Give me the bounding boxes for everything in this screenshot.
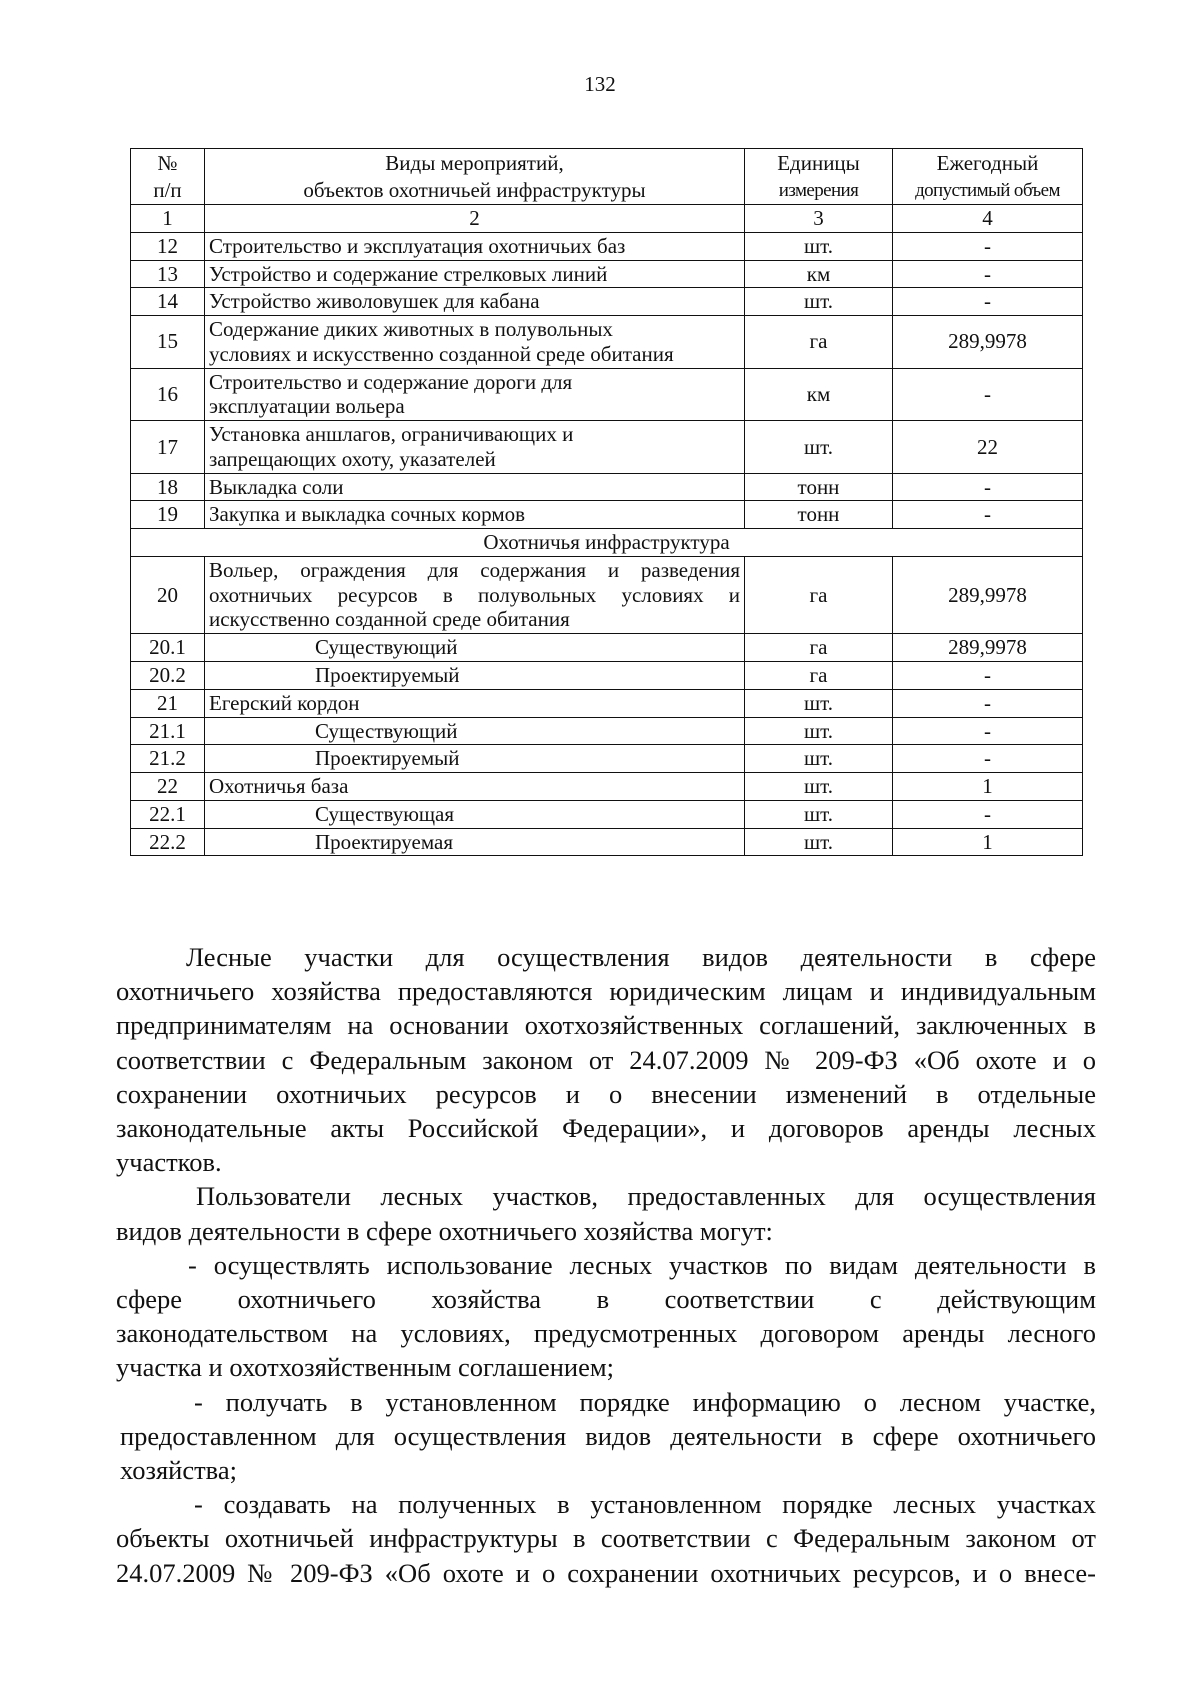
paragraph-line: законодательные акты Российской Федерации», и договоров аренды лесных	[116, 1113, 1096, 1144]
row-value: 289,9978	[893, 556, 1083, 633]
row-num: 21.1	[131, 717, 205, 745]
row-num: 13	[131, 260, 205, 288]
row-unit: шт.	[745, 745, 893, 773]
col-number: 4	[893, 205, 1083, 233]
row-name: Выкладка соли	[205, 473, 745, 501]
row-value: -	[893, 288, 1083, 316]
paragraph-line: объекты охотничьей инфраструктуры в соответствии с Федеральным законом от	[116, 1523, 1096, 1554]
row-unit: шт.	[745, 232, 893, 260]
paragraph-line: предпринимателям на основании охотхозяйственных соглашений, заключенных в	[116, 1010, 1096, 1041]
column-number-row	[131, 205, 1083, 233]
table-row	[131, 421, 1083, 474]
row-num: 21.2	[131, 745, 205, 773]
paragraph-line: сохранении охотничьих ресурсов и о внесении изменений в отдельные	[116, 1078, 1096, 1109]
row-value: -	[893, 232, 1083, 260]
row-value: 289,9978	[893, 316, 1083, 369]
row-unit: га	[745, 556, 893, 633]
row-name: Егерский кордон	[205, 689, 745, 717]
col-number: 3	[745, 205, 893, 233]
paragraph-line: охотничьего хозяйства предоставляются юридическим лицам и индивидуальным	[116, 976, 1096, 1007]
row-num: 20.1	[131, 634, 205, 662]
table-row	[131, 689, 1083, 717]
row-name: Существующая	[205, 800, 745, 828]
table-row	[131, 634, 1083, 662]
paragraph-line: - осуществлять использование лесных участков по видам деятельности в	[188, 1249, 1096, 1280]
row-unit: шт.	[745, 717, 893, 745]
header-kind: Виды мероприятий, объектов охотничьей инфраструктуры	[205, 149, 745, 205]
row-name: Проектируемый	[205, 745, 745, 773]
table-row	[131, 717, 1083, 745]
col-number: 1	[131, 205, 205, 233]
table-row	[131, 501, 1083, 529]
row-num: 21	[131, 689, 205, 717]
row-value: -	[893, 689, 1083, 717]
row-value: 1	[893, 828, 1083, 856]
row-value: -	[893, 717, 1083, 745]
row-value: -	[893, 662, 1083, 690]
row-value: -	[893, 745, 1083, 773]
row-name: Установка аншлагов, ограничивающих и запрещающих охоту, указателей	[205, 421, 745, 474]
row-num: 20	[131, 556, 205, 633]
table-row	[131, 288, 1083, 316]
row-name: Проектируемый	[205, 662, 745, 690]
table-row	[131, 316, 1083, 369]
table-row	[131, 800, 1083, 828]
row-num: 22	[131, 773, 205, 801]
paragraph-line: предоставленном для осуществления видов деятельности в сфере охотничьего	[120, 1420, 1096, 1451]
row-unit: тонн	[745, 473, 893, 501]
table-row	[131, 232, 1083, 260]
row-unit: га	[745, 316, 893, 369]
col-number: 2	[205, 205, 745, 233]
row-num: 22.1	[131, 800, 205, 828]
row-name: Проектируемая	[205, 828, 745, 856]
header-volume: Ежегодный допустимый объем	[893, 149, 1083, 205]
paragraph-line: видов деятельности в сфере охотничьего хозяйства могут:	[116, 1215, 773, 1246]
paragraph-line: - получать в установленном порядке информацию о лесном участке,	[194, 1386, 1096, 1417]
row-unit: га	[745, 662, 893, 690]
paragraph-line: - создавать на полученных в установленном порядке лесных участках	[194, 1489, 1096, 1520]
page-number: 132	[584, 72, 616, 96]
paragraph-line: участков.	[116, 1147, 222, 1178]
row-num: 12	[131, 232, 205, 260]
table-row	[131, 662, 1083, 690]
row-num: 17	[131, 421, 205, 474]
row-num: 16	[131, 368, 205, 421]
table-row	[131, 745, 1083, 773]
paragraph-line: соответствии с Федеральным законом от 24.07.2009 № 209-ФЗ «Об охоте и о	[116, 1044, 1096, 1075]
row-name: Существующий	[205, 634, 745, 662]
row-value: -	[893, 260, 1083, 288]
row-unit: шт.	[745, 288, 893, 316]
row-unit: шт.	[745, 773, 893, 801]
paragraph-line: Лесные участки для осуществления видов деятельности в сфере	[186, 942, 1096, 972]
row-value: -	[893, 501, 1083, 529]
paragraph-line: хозяйства;	[120, 1455, 237, 1486]
paragraph-line: законодательством на условиях, предусмотренных договором аренды лесного	[116, 1318, 1096, 1349]
body-text	[116, 940, 1096, 1590]
row-name: Содержание диких животных в полувольных условиях и искусственно созданной среде обитания	[205, 316, 745, 369]
row-num: 15	[131, 316, 205, 369]
section-row	[131, 529, 1083, 557]
row-name: Строительство и содержание дороги для эксплуатации вольера	[205, 368, 745, 421]
table-row	[131, 773, 1083, 801]
row-num: 22.2	[131, 828, 205, 856]
table-row	[131, 368, 1083, 421]
table-row	[131, 473, 1083, 501]
section-title: Охотничья инфраструктура	[131, 529, 1083, 557]
row-num: 19	[131, 501, 205, 529]
row-name: Охотничья база	[205, 773, 745, 801]
table-header-row	[131, 149, 1083, 205]
row-value: -	[893, 368, 1083, 421]
row-num: 18	[131, 473, 205, 501]
header-unit: Единицы измерения	[745, 149, 893, 205]
row-value: 22	[893, 421, 1083, 474]
paragraph-line: участка и охотхозяйственным соглашением;	[116, 1352, 614, 1383]
row-num: 14	[131, 288, 205, 316]
row-unit: га	[745, 634, 893, 662]
row-unit: км	[745, 260, 893, 288]
row-num: 20.2	[131, 662, 205, 690]
row-value: -	[893, 473, 1083, 501]
activities-table	[130, 148, 1083, 856]
row-name: Существующий	[205, 717, 745, 745]
row-unit: шт.	[745, 828, 893, 856]
table-row	[131, 828, 1083, 856]
row-name: Вольер, ограждения для содержания и разведения охотничьих ресурсов в полувольных условиях и искусственно созданной среде обитания	[205, 556, 745, 633]
paragraph-line: Пользователи лесных участков, предоставленных для осуществления	[196, 1181, 1096, 1212]
table-row	[131, 556, 1083, 633]
paragraph-line: 24.07.2009 № 209-ФЗ «Об охоте и о сохранении охотничьих ресурсов, и о внесе-	[116, 1557, 1096, 1588]
header-num: № п/п	[131, 149, 205, 205]
row-name: Закупка и выкладка сочных кормов	[205, 501, 745, 529]
row-value: -	[893, 800, 1083, 828]
paragraph-line: сфере охотничьего хозяйства в соответствии с действующим	[116, 1284, 1096, 1315]
row-unit: шт.	[745, 800, 893, 828]
row-unit: тонн	[745, 501, 893, 529]
row-name: Устройство и содержание стрелковых линий	[205, 260, 745, 288]
row-unit: шт.	[745, 421, 893, 474]
row-value: 1	[893, 773, 1083, 801]
row-name: Строительство и эксплуатация охотничьих баз	[205, 232, 745, 260]
row-value: 289,9978	[893, 634, 1083, 662]
row-name: Устройство живоловушек для кабана	[205, 288, 745, 316]
row-unit: шт.	[745, 689, 893, 717]
row-unit: км	[745, 368, 893, 421]
table-row	[131, 260, 1083, 288]
